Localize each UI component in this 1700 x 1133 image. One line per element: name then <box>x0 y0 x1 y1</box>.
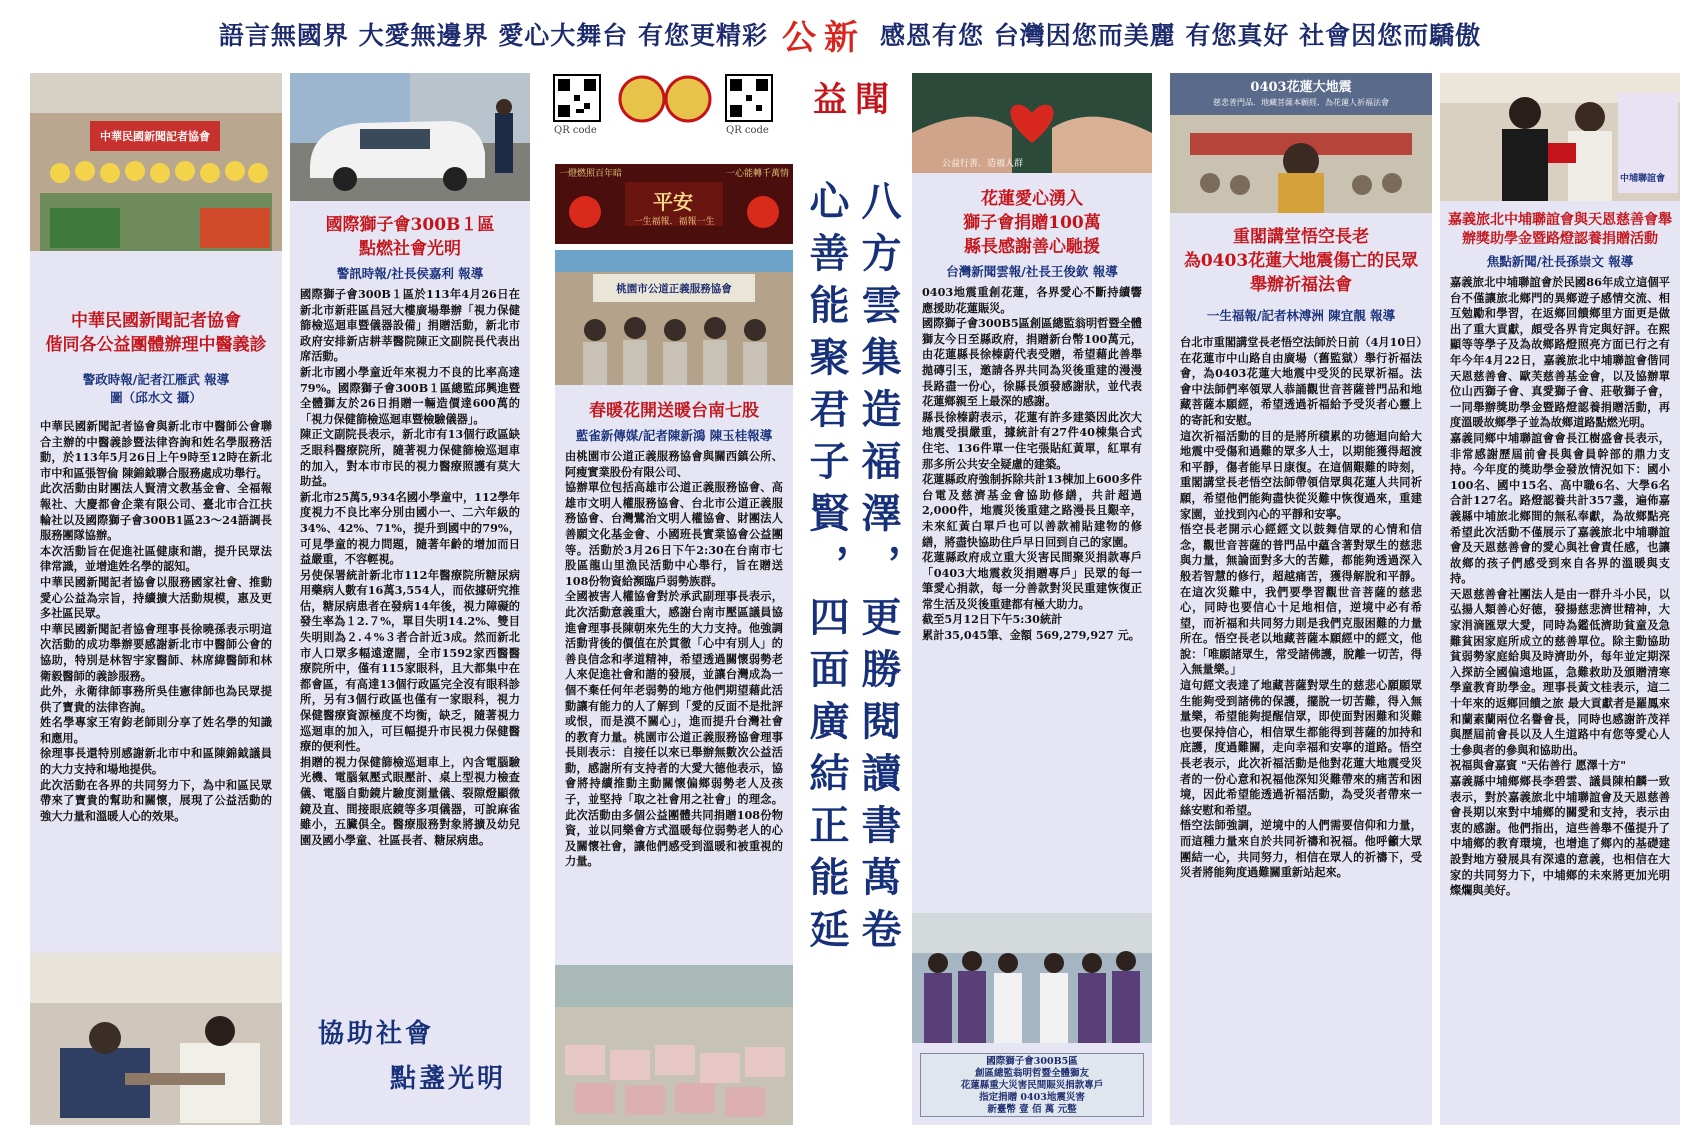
article-1-body <box>40 419 272 824</box>
article-6-body <box>1450 275 1670 899</box>
article-3-paragraph: 由桃園市公道正義服務協會與關西鎮公所、阿瘦實業股份有限公司、 <box>565 449 783 479</box>
article-2-headline: 國際獅子會300B１區 點燃社會光明 <box>325 215 495 259</box>
article-4-paragraph: 國際獅子會300B5區創區總監翁明哲暨全體獅友今日至縣政府，捐贈新台幣100萬元，由花蓮縣長徐榛蔚代表受贈，希望藉此善舉拋磚引玉，邀請各界共同為災後重建的漫漫長路盡一份心，徐縣長頒發感謝狀，並代表花蓮鄉親至上最深的感謝。 <box>922 316 1142 409</box>
article-4-paragraph: 0403地震重創花蓮，各界愛心不斷持續響應援助花蓮賑災。 <box>922 285 1142 315</box>
article-2-paragraph: 新北市25萬5,934名國小學童中，112學年度視力不良比率分別由國小一、二六年級的34%、42%、71%，提升到國中的79%，可見學童的視力問題，隨著年齡的增加而日益嚴重，不容輕視。 <box>300 489 520 567</box>
article-4-paragraph: 截至5月12日下午5:30統計 <box>922 612 1063 627</box>
article-6-paragraph: 嘉義縣中埔鄉鄉長李碧雲、議員陳柏麟一致表示，對於嘉義旅北中埔聯誼會及天恩慈善會長期以來對中埔鄉的關愛和支持，表示由衷的感謝。他們指出，這些善舉不僅提升了中埔鄉的教育環境，也增進了鄉內的基礎建設對地方發展具有深遠的意義，也相信在大家的共同努力下，中埔鄉的未來將更加光明燦爛與美好。 <box>1450 774 1670 898</box>
candle-sub: 一生福報．福報一生 <box>633 217 715 227</box>
article-1-paragraph: 此外，永衛律師事務所吳佳憲律師也為民眾提供了寶貴的法律咨詢。 <box>40 684 272 714</box>
article-6-paragraph: 嘉義同鄉中埔聯誼會會長江樹盛會長表示，非常感謝歷屆前會長與會員幹部的鼎力支持。今年度的獎助學金發放情況如下：國小100名、國中15名、高中職6名、大學6名 合計127名。路燈認養共計357盞，遍佈嘉義縣中埔旅北鄉間的無私奉獻，為故鄉點亮希望此次活動不僅展示了嘉義旅北中埔聯誼會及天恩慈善會的愛心與社會責任感，也讓故鄉的孩子們感受到來自各界的溫暖與支持。 <box>1450 430 1670 586</box>
article-2-photo <box>290 73 530 201</box>
masthead-top: 公新 <box>782 17 866 58</box>
article-column-3 <box>555 250 793 1125</box>
donation-line: 新臺幣 壹 佰 萬 元整 <box>987 1104 1077 1115</box>
donation-line: 指定捐贈 0403地震災害 <box>979 1092 1085 1103</box>
article-column-4 <box>912 73 1152 1125</box>
article-5-paragraph: 台北市重閣講堂長老悟空法師於日前（4月10日）在花蓮市中山路自由廣場（舊監獄）舉行祈福法會，為0403花蓮大地震中受災的民眾祈福。法會中法師們率領眾人恭誦觀世音菩薩普門品和地藏菩薩本願經，希望透過祈福給予受災者心靈上的寄託和安慰。 <box>1180 335 1422 427</box>
candle-left-text: 一燈燃照百年暗 <box>559 169 623 179</box>
article-1-paragraph: 此次活動在各界的共同努力下，為中和區民眾帶來了寶貴的幫助和關懷，展現了公益活動的強大力量和溫暖人心的效果。 <box>40 777 272 823</box>
article-4-paragraph: 縣長徐榛蔚表示，花蓮有許多建築因此次大地震受損嚴重，據統計有27件40棟集合式住宅、136件單一住宅張貼紅黃單，紅單有那多所公共安全疑慮的建築。 <box>922 409 1142 471</box>
article-3-photo <box>555 250 793 385</box>
article-6-photo <box>1440 73 1680 201</box>
article-3-paragraph: 全國被害人權協會對於承武副理事長表示，此次活動意義重大，感謝台南市壓區議員協進會理事長陳朝來先生的大力支持。他強調活動背後的價值在於貫徹「心中有別人」的善良信念和孝道精神，希望透過關懷弱勢老人來促進社會和諧的發展，並讓台灣成為一個不棄任何年老弱勢的地方他們期望藉此活動讓有能力的人了解到「愛的反面不是批評或恨，而是漠不關心」，進而提升台灣社會的教育力量。桃園市公道正義服務協會理事長則表示：自接任以來已舉辦無數次公益活動，感謝所有支持者的大愛大德他表示，協會將持續推動主動關懷偏鄉弱勢老人及孩子，並堅持「取之社會用之社會」的理念。此次活動由多個公益團體共同捐贈108份物資，並以同樂會方式溫暖每位弱勢老人的心及關懷社會，讓他們感受到溫暖和被重視的力量。 <box>565 589 783 869</box>
candle-photo <box>555 164 793 244</box>
article-column-5 <box>1170 73 1432 1125</box>
article-5-photo-sub: 慈悲普門品．地藏菩薩本願經．為花蓮人祈福法會 <box>1213 98 1389 107</box>
article-4-group-photo <box>912 913 1152 1043</box>
article-3-photo-banner: 桃園市公道正義服務協會 <box>616 283 732 295</box>
article-5-headline: 重閣講堂悟空長老 為0403花蓮大地震傷亡的民眾舉辦祈福法會 <box>1183 227 1419 295</box>
article-2-call-bottom: 點盞光明 <box>390 1064 507 1094</box>
article-5-paragraph: 悟空長老開示心經經文以鼓舞信眾的心情和信念，觀世音菩薩的普門品中蘊含著對眾生的慈悲與力量，無論面對多大的苦難，都能夠透過深入般若智慧的修行，超越痛苦，獲得解脫和平靜。在這次災難中，我們要學習觀世音菩薩的慈悲心，同時也要信心十足地相信，逆境中必有希望，而祈福和共同努力則是我們克服困難的力量所在。悟空長老以地藏菩薩本願經中的經文，他說：「唯願諸眾生，常受諸佛護，脫離一切苦，得入無量樂。」 <box>1180 522 1422 677</box>
donation-line: 創區總監翁明哲暨全體獅友 <box>974 1068 1089 1079</box>
article-3-body <box>565 449 783 870</box>
qr-codes <box>540 73 796 159</box>
article-4-byline: 台灣新聞雲報/社長王俊欽 報導 <box>946 264 1118 279</box>
article-1-photo <box>30 73 282 251</box>
article-4-headline: 花蓮愛心湧入 獅子會捐贈100萬 縣長感謝善心馳援 <box>963 189 1101 257</box>
article-4-paragraph: 累計35,045筆、金額 569,279,927 元。 <box>922 628 1140 643</box>
article-1-paragraph: 此次活動由財團法人賢清文教基金會、全福報報社、大慶都會企業有限公司、臺北市合江扶輪社以及國際獅子會300B1區23～24語調長服務團隊協辦。 <box>40 481 272 543</box>
article-1-paragraph: 徐理事長還特別感謝新北市中和區陳錦鉞議員的大力支持和場地提供。 <box>40 746 272 777</box>
banner-left-slogan: 語言無國界 大愛無邊界 愛心大舞台 有您更精彩 <box>218 21 768 50</box>
article-3-byline: 藍雀新傳媒/記者陳新鴻 陳玉桂報導 <box>575 428 773 443</box>
article-6-byline: 焦點新聞/社長孫崇文 報導 <box>1486 254 1634 269</box>
article-1-photo-banner: 中華民國新聞記者協會 <box>100 130 210 143</box>
center-top-area <box>540 73 796 159</box>
article-4-body <box>922 285 1142 644</box>
article-3-headline: 春暖花開送暖台南七股 <box>589 401 759 421</box>
article-2-byline: 警訊時報/社長侯嘉利 報導 <box>336 266 484 281</box>
article-4-paragraph: 花蓮縣政府成立重大災害民間聚災捐款專戶「0403大地震救災捐贈專戶」民眾的每一筆愛心捐款，每一分善款對災民重建恢復正常生活及災後重建都有極大助力。 <box>922 550 1142 611</box>
article-4-photo-caption: 公益行善．造福人群 <box>942 159 1024 169</box>
article-2-paragraph: 國際獅子會300B１區於113年4月26日在新北市新莊區昌冠大樓廣場舉辦「視力保健篩檢巡迴車暨儀器設備」捐贈活動，新北市政府安排新店耕莘醫院陳正文副院長代表出席活動。 <box>300 287 520 364</box>
article-5-body <box>1180 335 1422 881</box>
candle-right-text: 一心能轉千萬情 <box>725 169 789 179</box>
article-1-paragraph: 本次活動旨在促進社區健康和諧，提升民眾法律常識，並增進姓名學的認知。 <box>40 543 272 574</box>
article-1-paragraph: 中華民國新聞記者協會理事長徐曉孫表示明這次活動的成功舉辦要感謝新北市中醫師公會的協助，特別是林智宇家醫師、林席緯醫師和林衛毅醫師的義診服務。 <box>40 621 272 683</box>
banner-right-slogan: 感恩有您 台灣因您而美麗 有您真好 社會因您而驕傲 <box>880 21 1482 50</box>
article-2-paragraph: 陳正文副院長表示，新北市有13個行政區缺乏眼科醫療院所，隨著視力保健篩檢巡迴車的加入，對本市市民的視力醫療照護有莫大助益。 <box>300 427 520 489</box>
article-column-2 <box>290 73 530 1125</box>
article-4-paragraph: 花蓮縣政府強制拆除共計13棟加上600多件台電及慈濟基金會協助修繕，共計超過2,000件，地震災後重建之路漫長且艱辛，未來紅黃白單戶也可以善款補貼建物的修繕，將盡快協助住戶早日回到自己的家園。 <box>922 472 1142 549</box>
article-1-bottom-photo <box>30 953 282 1125</box>
article-column-1 <box>30 73 282 1125</box>
article-5-paragraph: 這次祈福活動的目的是將所積累的功德迴向給大地震中受傷和過難的眾多人士，以期能獲得超渡和平靜，傷者能早日康復。在這個艱難的時刻，重閣講堂長老悟空法師帶領信眾與花蓮人共同祈願，希望他們能夠盡快從災難中恢復過來，重建家園，並找到內心的平靜和安寧。 <box>1180 428 1422 521</box>
article-3-bottom-photo <box>555 965 793 1125</box>
donation-line: 花蓮縣重大災害民間賑災捐款專戶 <box>960 1080 1104 1091</box>
article-5-photo <box>1170 73 1432 213</box>
qr-left-label: QR code <box>554 125 597 136</box>
article-5-paragraph: 悟空法師強調，逆境中的人們需要信仰和力量，而這種力量來自於共同祈禱和祝福。他呼籲大眾團結一心，共同努力，相信在眾人的祈禱下，受災者將能夠度過難關重新站起來。 <box>1180 818 1422 880</box>
article-4-photo <box>912 73 1152 173</box>
article-6-paragraph: 嘉義旅北中埔聯誼會於民國86年成立這個平台不僅讓旅北鄉門的異鄉遊子感情交流、相互勉勵和學習，在返鄉回饋鄉里方面更是做出了重大貢獻，頗受各界肯定與好評。在熙顯等等學子及為故鄉路燈照亮方面已行之有年今年4月22日，嘉義旅北中埔聯誼會偕同天恩慈善會、歐芙慈善基金會，以及協辦單位山西獅子會、真愛獅子會、莊敬獅子會，一同舉辦獎助學金暨路燈認養捐贈活動，再度溫暖故鄉學子並為故鄉道路點燃光明。 <box>1450 275 1670 430</box>
masthead-bottom: 益聞 <box>813 80 897 120</box>
article-1-paragraph: 中華民國新聞記者協會與新北市中醫師公會聯合主辦的中醫義診暨法律咨詢和姓名學服務活動，於113年5月26日上午9時至12時在新北市中和區張智倫 陳錦鉞聯合服務處成功舉行。 <box>40 419 272 480</box>
article-6-paragraph: 天恩慈善會社團法人是由一群升斗小民，以弘揚人類善心好德，發揚慈悲濟世精神，大家涓滴匯眾大愛，同時為鑑低濟助貧童及急難貧困家庭所成立的慈善單位。除主動協助貧弱勢家庭給與及時濟助外，每年並定期深入探訪全國偏遠地區，急難救助及頒贈清寒學童教育助學金。理事長黃文桂表示，這二十年來的返鄉回饋之旅 最大貢獻者是羅鳳來和蘭素蘭兩位名譽會長，同時也感謝許茂祥與歷屆前會長以及人生道路中有您等愛心人士參與者的參與和協助出。 <box>1450 586 1670 757</box>
article-2-paragraph: 捐贈的視力保健篩檢巡迴車上，內含電腦驗光機、電腦氣壓式眼壓計、桌上型視力檢查儀、電腦自動鏡片驗度測量儀、裂隙燈顯微鏡及直、間接眼底鏡等多項儀器，可說麻雀雖小，五臟俱全。醫療服務對象將擴及幼兒園及國小學童、社區長者、糖尿病患。 <box>300 754 520 847</box>
donation-certificate <box>920 1053 1144 1117</box>
article-2-paragraph: 另使保署統計新北市112年醫療院所糖尿病用藥病人數有16萬3,554人，而依據研究推估，糖尿病患者在發病14年後，視力障礙的發生率為１2.７%，單目失明14.2%、雙目失明則為２.４%３者合計近3成。然而新北市人口眾多幅遠遼闊，全市1592家西醫醫療院所中，僅有115家眼科，且大都集中在都會區，有高達13個行政區完全沒有眼科診所，另有3個行政區也僅有一家眼科，視力保健醫療資源極度不均衡，缺乏，隨著視力巡迴車的加入，可巨幅提升市民視力保健醫療的便利性。 <box>300 567 520 754</box>
article-column-6 <box>1440 73 1680 1125</box>
qr-right-label: QR code <box>726 125 769 136</box>
article-3-paragraph: 協辦單位包括高雄市公道正義服務協會、高雄市文明人權服務協會、台北市公道正義服務協會、台灣鷺治文明人權協會、財團法人善願文化基金會、小國班長實業協會公益團等。活動於3月26日下午2:30在台南市七股區龍山里漁民活動中心舉行，旨在贈送108份物資給瀕臨戶弱勢族群。 <box>565 480 783 588</box>
article-6-paragraph: 祝福與會嘉賓 "天佑善行 愿澤十方" <box>1450 758 1627 773</box>
article-5-paragraph: 這句經文表達了地藏菩薩對眾生的慈悲心願願眾生能夠受到諸佛的保護，擺脫一切苦難，得入無量樂，希望能夠提醒信眾，即使面對困難和災難也要保持信心，相信眾生都能得到菩薩的加持和庇護，度過難關，走向幸福和安寧的道路。悟空長老表示，此次祈福活動是他對花蓮大地震受災者的一份心意和祝福他深知災難帶來的痛苦和困境，因此希望能透過祈福活動，為受災者帶來一絲安慰和希望。 <box>1180 678 1422 817</box>
article-2-body <box>300 287 520 848</box>
article-1-paragraph: 姓名學專家王宥鈞老師則分享了姓名學的知識和應用。 <box>40 715 272 745</box>
article-1-headline: 中華民國新聞記者協會 偕同各公益團體辦理中醫義診 <box>45 311 267 355</box>
donation-line: 國際獅子會300B5區 <box>986 1056 1078 1067</box>
top-banner <box>0 0 1700 68</box>
article-6-photo-sign: 中埔聯誼會 <box>1620 174 1666 184</box>
article-5-byline: 一生福報/記者林溥洲 陳宜靚 報導 <box>1206 308 1396 323</box>
vertical-title-right: 八方雲集造福澤，更勝閱讀書萬卷 <box>855 180 902 960</box>
article-5-photo-banner: 0403花蓮大地震 <box>1250 80 1352 95</box>
article-1-byline: 警政時報/記者江雁武 報導 圖（邱水文 攝） <box>82 372 230 405</box>
article-2-paragraph: 新北市國小學童近年來視力不良的比率高達79%。國際獅子會300B１區總監邱興進暨全體獅友於26日捐贈一輛造價達600萬的「視力保健篩檢巡迴車暨檢驗儀器」。 <box>300 364 520 426</box>
article-2-call-top: 協助社會 <box>318 1019 435 1049</box>
article-1-paragraph: 中華民國新聞記者協會以服務國家社會、推動愛心公益為宗旨，持續擴大活動規模，惠及更多社區民眾。 <box>40 574 272 621</box>
vertical-title-left: 心善能聚君子賢，四面廣結正能延 <box>803 180 850 960</box>
candle-banner: 平安 <box>653 190 693 214</box>
article-6-headline: 嘉義旅北中埔聯誼會與天恩慈善會舉辦獎助學金暨路燈認養捐贈活動 <box>1448 212 1672 247</box>
